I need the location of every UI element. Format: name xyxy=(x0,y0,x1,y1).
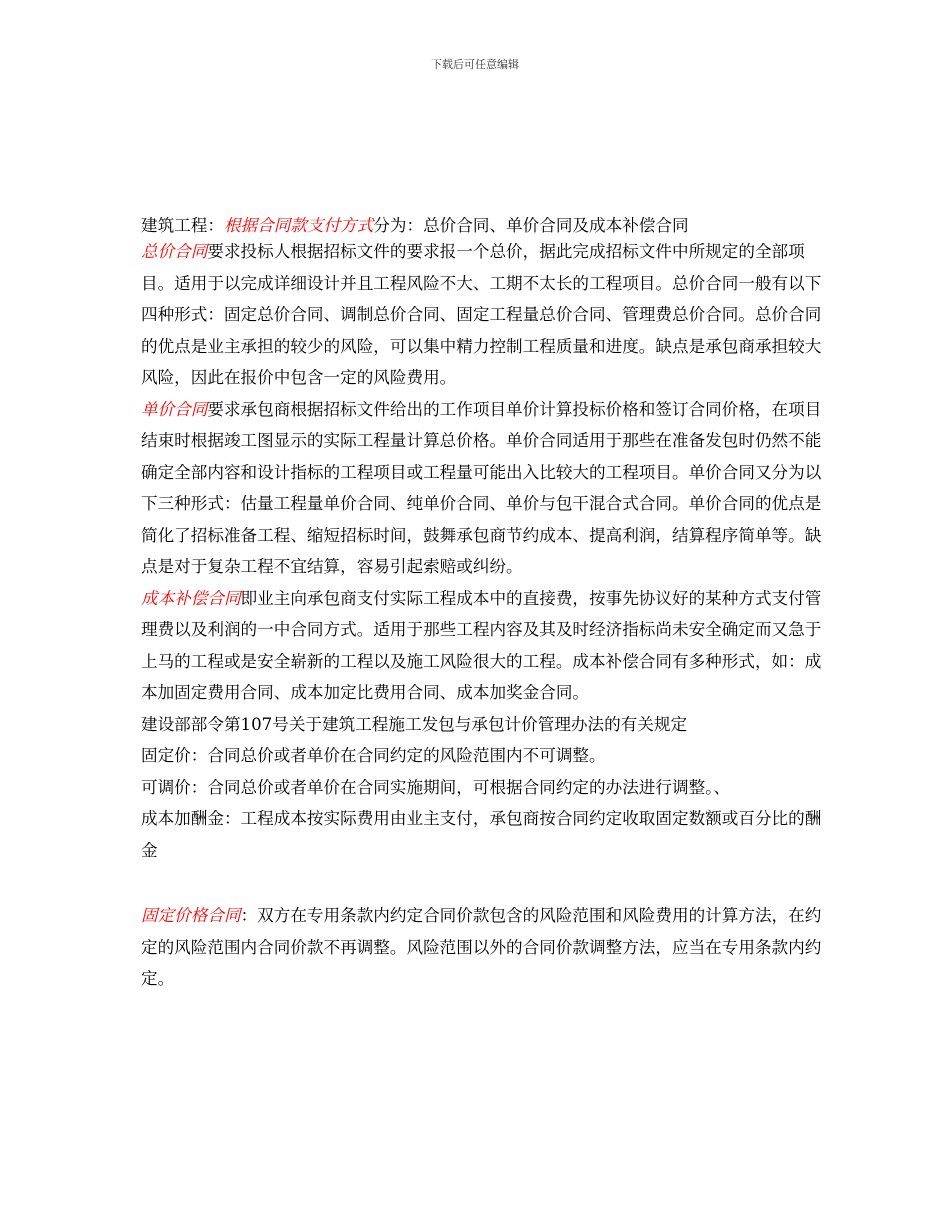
intro-text: 分为：总价合同、单价合同及成本补偿合同 xyxy=(373,216,689,235)
paragraph-adjustable-price: 可调价：合同总价或者单价在合同实施期间，可根据合同约定的办法进行调整。、 xyxy=(141,777,731,797)
paragraph-regulation-title: 建设部部令第107号关于建筑工程施工发包与承包计价管理办法的有关规定 xyxy=(141,714,688,734)
paragraph-unit-price xyxy=(141,394,831,583)
intro-lead: 建筑工程： xyxy=(141,216,224,235)
term-fixed-price-contract: 固定价格合同 xyxy=(141,906,241,925)
cost-plus-text: 即业主向承包商支付实际工程成本中的直接费，按事先协议好的某种方式支付管理费以及利润的一中合同方式。适用于那些工程内容及其及时经济指标尚未安全确定而又急于上马的工程或是安全崭新的工程以及施工风险很大的工程。成本补偿合同有多种形式，如：成本加固定费用合同、成本加定比费用合同、成本加奖金合同。 xyxy=(141,588,822,702)
fixed-price-contract-text: ：双方在专用条款内约定合同价款包含的风险范围和风险费用的计算方法，在约定的风险范围内合同价款不再调整。风险范围以外的合同价款调整方法，应当在专用条款内约定。 xyxy=(141,906,822,988)
term-payment-method: 根据合同款支付方式 xyxy=(223,216,374,235)
term-lump-sum-contract: 总价合同 xyxy=(141,242,208,261)
paragraph-fixed-price: 固定价：合同总价或者单价在合同约定的风险范围内不可调整。 xyxy=(141,746,606,765)
paragraph-fixed-price-contract xyxy=(141,900,831,995)
paragraph-spacer xyxy=(141,866,831,900)
term-cost-reimbursement-contract: 成本补偿合同 xyxy=(141,588,241,608)
unit-price-text: 要求承包商根据招标文件给出的工作项目单价计算投标价格和签订合同价格，在项目结束时根据竣工图显示的实际工程量计算总价格。单价合同适用于那些在准备发包时仍然不能确定全部内容和设计指标的工程项目或工程量可能出入比较大的工程项目。单价合同又分为以下三种形式：估量工程量单价合同、纯单价合同、单价与包干混合式合同。单价合同的优点是简化了招标准备工程、缩短招标时间，鼓舞承包商节约成本、提高利润，结算程序简单等。缺点是对于复杂工程不宜结算，容易引起索赔或纠纷。 xyxy=(141,399,822,576)
lump-sum-text: 要求投标人根据招标文件的要求报一个总价，据此完成招标文件中所规定的全部项目。适用于以完成详细设计并且工程风险不大、工期不太长的工程项目。总价合同一般有以下四种形式：固定总价合同、调制总价合同、固定工程量总价合同、管理费总价合同。总价合同的优点是业主承担的较少的风险，可以集中精力控制工程质量和进度。缺点是承包商承担较大风险，因此在报价中包含一定的风险费用。 xyxy=(141,242,822,387)
paragraph-cost-plus-fee: 成本加酬金：工程成本按实际费用由业主支付，承包商按合同约定收取固定数额或百分比的酬金 xyxy=(141,809,822,860)
document-body xyxy=(141,216,831,995)
page-header: 下载后可任意编辑 xyxy=(431,58,519,71)
term-unit-price-contract: 单价合同 xyxy=(141,399,208,419)
paragraph-lump-sum xyxy=(141,236,831,394)
paragraph-cost-plus xyxy=(141,583,831,709)
paragraph-intro xyxy=(141,216,831,236)
